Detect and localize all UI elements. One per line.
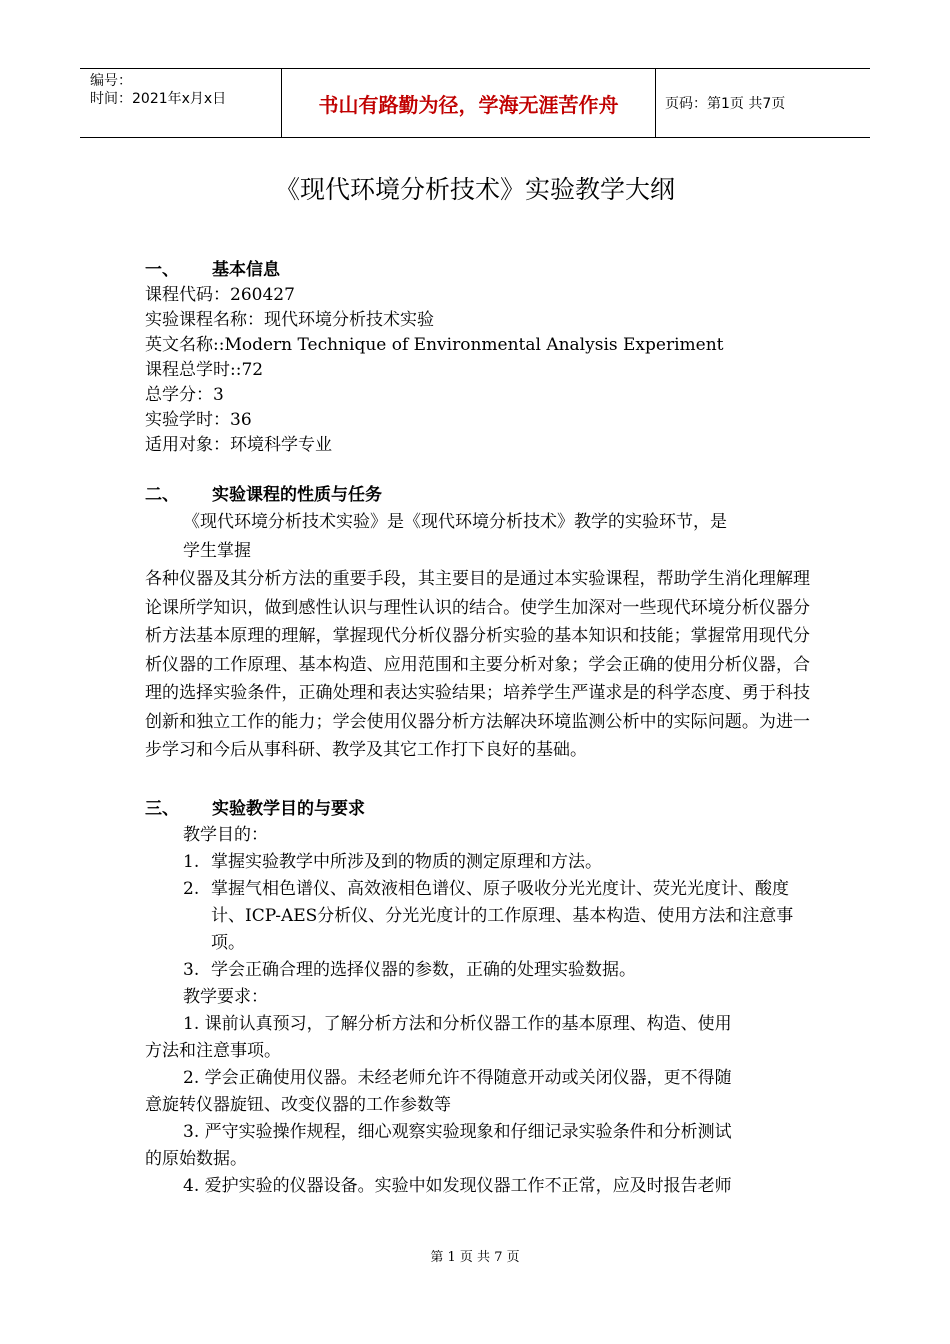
requirement-first-line: 2. 学会正确使用仪器。未经老师允许不得随意开动或关闭仪器，更不得随 xyxy=(183,1067,732,1088)
requirement-item xyxy=(145,1011,810,1065)
list-text: 掌握气相色谱仪、高效液相色谱仪、原子吸收分光光度计、荧光光度计、酸度计、ICP-AES分析仪、分光光度计的工作原理、基本构造、使用方法和注意事项。 xyxy=(211,878,794,953)
paragraph-body: 各种仪器及其分析方法的重要手段，其主要目的是通过本实验课程，帮助学生消化理解理论课所学知识，做到感性认识与理性认识的结合。使学生加深对一些现代环境分析仪器分析方法基本原理的理解，掌握现代分析仪器分析实验的基本知识和技能；掌握常用现代分析仪器的工作原理、基本构造、应用范围和主要分析对象；学会正确的使用分析仪器，合理的选择实验条件，正确处理和表达实验结果；培养学生严谨求是的科学态度、勇于科技创新和独立工作的能力；学会使用仪器分析方法解决环境监测公析中的实际问题。为进一步学习和今后从事科研、教学及其它工作打下良好的基础。 xyxy=(145,569,810,760)
list-number: 3. xyxy=(183,959,200,980)
list-item xyxy=(145,849,810,876)
header-motto: 书山有路勤为径，学海无涯苦作舟 xyxy=(281,69,656,137)
header-meta xyxy=(80,69,280,137)
requirement-label: 教学要求： xyxy=(183,986,268,1007)
section-3-heading xyxy=(145,797,810,822)
section-title: 实验课程的性质与任务 xyxy=(212,485,382,505)
basic-info-line: 总学分：3 xyxy=(145,385,224,405)
section-title: 基本信息 xyxy=(212,260,280,280)
basic-info-line: 适用对象：环境科学专业 xyxy=(145,435,332,455)
requirement-first-line: 3. 严守实验操作规程，细心观察实验现象和仔细记录实验条件和分析测试 xyxy=(183,1121,732,1142)
requirement-first-line: 1. 课前认真预习，了解分析方法和分析仪器工作的基本原理、构造、使用 xyxy=(183,1013,732,1034)
list-number: 1. xyxy=(183,851,200,872)
page-title: 《现代环境分析技术》实验教学大纲 xyxy=(274,175,675,204)
list-number: 2. xyxy=(183,878,200,899)
requirement-item xyxy=(145,1119,810,1173)
list-text: 掌握实验教学中所涉及到的物质的测定原理和方法。 xyxy=(211,851,602,872)
basic-info-line: 课程代码：260427 xyxy=(145,285,295,305)
section-number: 三、 xyxy=(145,798,179,819)
paragraph-line: 《现代环境分析技术实验》是《现代环境分析技术》教学的实验环节，是 xyxy=(183,512,727,532)
requirement-rest: 方法和注意事项。 xyxy=(145,1040,281,1061)
section-number: 一、 xyxy=(145,260,179,280)
header-table xyxy=(80,68,870,138)
list-item xyxy=(145,876,810,957)
basic-info-line: 实验课程名称：现代环境分析技术实验 xyxy=(145,310,434,330)
requirement-rest: 意旋转仪器旋钮、改变仪器的工作参数等 xyxy=(145,1094,451,1115)
requirement-rest: 的原始数据。 xyxy=(145,1148,247,1169)
header-page-info: 页码：第1页 共7页 xyxy=(665,96,786,112)
requirement-item xyxy=(145,1173,810,1200)
section-title: 实验教学目的与要求 xyxy=(212,798,365,819)
requirement-first-line: 4. 爱护实验的仪器设备。实验中如发现仪器工作不正常，应及时报告老师 xyxy=(183,1175,732,1196)
section-2-heading xyxy=(145,483,810,508)
list-text: 学会正确合理的选择仪器的参数，正确的处理实验数据。 xyxy=(211,959,636,980)
basic-info-line: 实验学时：36 xyxy=(145,410,252,430)
time-label: 时间：2021年x月x日 xyxy=(90,91,227,107)
requirement-item xyxy=(145,1065,810,1119)
section-1-heading xyxy=(145,258,810,283)
basic-info-line: 课程总学时::72 xyxy=(145,360,264,380)
page-footer: 第 1 页 共 7 页 xyxy=(430,1250,520,1265)
paragraph-line: 学生掌握 xyxy=(183,540,251,561)
list-item xyxy=(145,957,810,984)
number-label: 编号： xyxy=(90,73,132,89)
basic-info-line: 英文名称::Modern Technique of Environmental Analysis Experiment xyxy=(145,335,724,355)
section-number: 二、 xyxy=(145,485,179,505)
document-body xyxy=(145,258,810,1200)
purpose-label: 教学目的： xyxy=(183,824,268,845)
